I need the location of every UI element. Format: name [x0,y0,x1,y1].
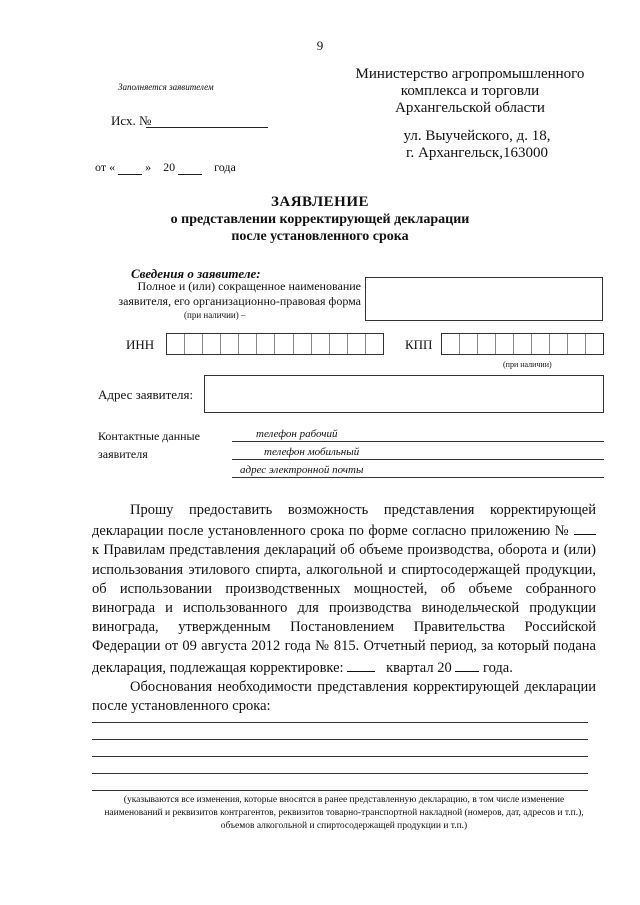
kpp-label: КПП [405,337,433,352]
ministry-line-3: Архангельской области [395,100,545,116]
email-field[interactable] [232,460,604,478]
applicant-section-heading: Сведения о заявителе: [131,266,261,281]
outgoing-number-label: Исх. № [111,113,152,128]
ministry-line-1: Министерство агропромышленного [355,66,585,82]
date-year-suffix: года [214,160,236,174]
kpp-field[interactable] [441,333,604,355]
date-close-label: » [145,160,152,174]
document-title [0,194,640,245]
work-phone-hint: телефон рабочий [256,428,338,440]
address-line-1: ул. Выучейского, д. 18, [403,128,551,144]
address-line-2: г. Архангельск,163000 [406,145,548,161]
request-paragraph [92,501,596,678]
period-year-field[interactable] [455,657,479,672]
date-year-prefix: 20 [163,160,176,174]
justification-footnote: (указываются все изменения, которые вносятся в ранее представленную декларацию, в том числе изменение наименований и реквизитов контрагентов, реквизитов товарно-транспортной накладной (номеров, дат, адресов и т.п.), объемов алкогольной и спиртосодержащей продукции и т.п.) [104,795,584,831]
date-from-label: от « [95,160,116,174]
title-main: ЗАЯВЛЕНИЕ [270,194,370,210]
name-label-line-2: заявителя, его организационно-правовая форма [118,294,361,308]
appendix-number-field[interactable] [574,520,596,535]
justification-line-4[interactable] [92,773,588,774]
applicant-name-label [96,279,361,309]
contacts-label [98,427,200,463]
date-year-field[interactable] [178,161,202,175]
name-label-line-1: Полное и (или) сокращенное наименование [137,279,361,293]
filled-by-note: Заполняется заявителем [118,82,214,92]
justification-line-5[interactable] [92,790,588,791]
justification-line-2[interactable] [92,739,588,740]
applicant-name-field[interactable] [365,277,603,321]
mobile-phone-field[interactable] [232,442,604,460]
request-text-a: Прошу предоставить возможность представления корректирующей декларации после установленного срока по форме согласно приложению № [92,502,596,540]
justification-paragraph: Обоснования необходимости представления корректирующей декларации после установленного срока: [92,678,596,715]
inn-field[interactable] [166,333,384,355]
recipient-ministry [340,66,600,117]
recipient-address [372,128,582,162]
request-text-d: года. [482,659,513,676]
page-number: 9 [316,38,324,53]
applicant-address-field[interactable] [204,375,604,413]
applicant-address-label: Адрес заявителя: [98,387,194,402]
request-text-b: к Правилам представления деклараций об объеме производства, оборота и (или) использования этилового спирта, алкогольной и спиртосодержащей продукции, об использовании производственных мощностей, об объеме собранного винограда и использованного для производства винодельческой продукции винограда, утвержденным Постановлением Правительства Российской Федерации от 09 августа 2012 года № 815. Отчетный период, за который подана декларация, подлежащая корректировке: [92,542,596,676]
request-body [92,501,596,716]
date-row [95,160,236,175]
title-line-2: о представлении корректирующей декларации [170,212,470,227]
work-phone-field[interactable] [232,424,604,442]
applicant-name-sublabel: (при наличии) – [184,310,246,320]
request-text-c: квартал 20 [386,659,452,676]
date-day-field[interactable] [118,161,142,175]
contacts-label-line-1: Контактные данные [98,429,200,443]
inn-label: ИНН [126,337,155,352]
mobile-phone-hint: телефон мобильный [264,446,360,458]
ministry-line-2: комплекса и торговли [400,83,540,99]
outgoing-number-field[interactable] [146,127,268,128]
contacts-label-line-2: заявителя [98,447,148,461]
kpp-sublabel: (при наличии) [503,360,552,369]
quarter-field[interactable] [347,657,375,672]
email-hint: адрес электронной почты [240,464,364,476]
justification-line-1[interactable] [92,722,588,723]
justification-line-3[interactable] [92,756,588,757]
title-line-3: после установленного срока [231,229,409,244]
